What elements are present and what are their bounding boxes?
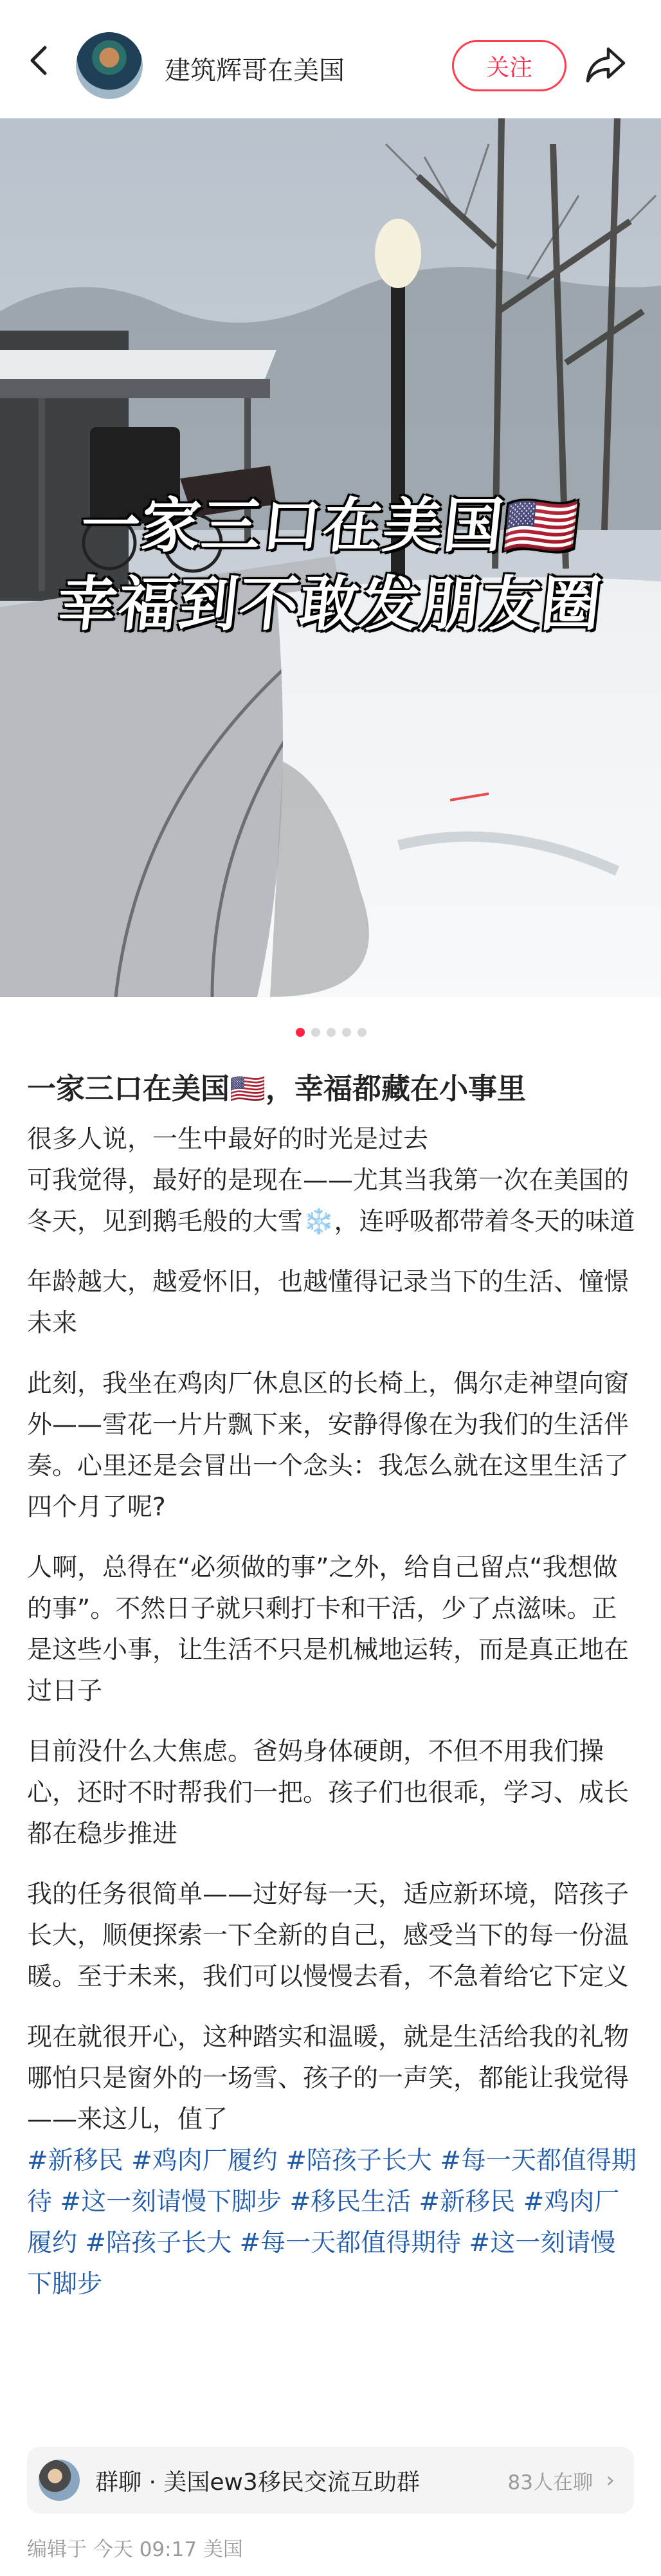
group-member-count: 83人在聊	[507, 2471, 593, 2494]
paragraph: 我的任务很简单——过好每一天，适应新环境，陪孩子长大，顺便探索一下全新的自己，感受当下的每一份温暖。至于未来，我们可以慢慢去看，不急着给它下定义	[27, 1880, 629, 1991]
carousel-dot[interactable]	[327, 1028, 336, 1037]
carousel-dot[interactable]	[311, 1028, 320, 1037]
group-name: 群聊 · 美国ew3移民交流互助群	[95, 2469, 420, 2496]
carousel-indicator	[296, 1028, 367, 1037]
carousel-dot[interactable]	[342, 1028, 351, 1037]
paragraph: 年龄越大，越爱怀旧，也越懂得记录当下的生活、憧憬未来	[27, 1268, 629, 1338]
edit-timestamp: 编辑于 今天 09:17 美国	[27, 2538, 243, 2561]
post-body	[27, 1119, 638, 2305]
post-title: 一家三口在美国🇺🇸，幸福都藏在小事里	[27, 1072, 527, 1106]
author-avatar[interactable]	[76, 32, 143, 99]
paragraph: 此刻，我坐在鸡肉厂休息区的长椅上，偶尔走神望向窗外——雪花一片片飘下来，安静得像在为我们的生活伴奏。心里还是会冒出一个念头：我怎么就在这里生活了四个月了呢?	[27, 1369, 629, 1522]
hero-headline-line1: 一家三口在美国🇺🇸	[77, 491, 583, 560]
hero-headline-line2: 幸福到不敢发朋友圈	[54, 570, 606, 639]
hero-image[interactable]	[0, 118, 661, 997]
follow-button[interactable]: 关注	[452, 40, 566, 91]
chevron-right-icon: ›	[606, 2467, 615, 2493]
paragraph: 现在就很开心，这种踏实和温暖，就是生活给我的礼物 哪怕只是窗外的一场雪、孩子的一声笑，都能让我觉得——来这儿，值了	[27, 2023, 629, 2134]
hashtags[interactable]: #新移民 #鸡肉厂履约 #陪孩子长大 #每一天都值得期待 #这一刻请慢下脚步 #移民生活 #新移民 #鸡肉厂履约 #陪孩子长大 #每一天都值得期待 #这一刻请慢下脚步	[27, 2146, 637, 2299]
author-name[interactable]: 建筑辉哥在美国	[165, 56, 345, 86]
group-avatar	[39, 2460, 80, 2501]
paragraph: 很多人说，一生中最好的时光是过去 可我觉得，最好的是现在——尤其当我第一次在美国的冬天，见到鹅毛般的大雪❄️，连呼吸都带着冬天的味道	[27, 1125, 635, 1236]
share-icon[interactable]	[585, 45, 628, 85]
paragraph: 目前没什么大焦虑。爸妈身体硬朗，不但不用我们操心，还时不时帮我们一把。孩子们也很乖，学习、成长都在稳步推进	[27, 1737, 629, 1849]
carousel-dot[interactable]	[358, 1028, 367, 1037]
top-bar	[0, 0, 661, 118]
group-chat-card[interactable]	[27, 2447, 634, 2514]
back-arrow-icon[interactable]	[22, 42, 58, 78]
paragraph: 人啊，总得在“必须做的事”之外，给自己留点“我想做的事”。不然日子就只剩打卡和干活，少了点滋味。正是这些小事，让生活不只是机械地运转，而是真正地在过日子	[27, 1553, 629, 1706]
carousel-dot-active[interactable]	[296, 1028, 305, 1037]
